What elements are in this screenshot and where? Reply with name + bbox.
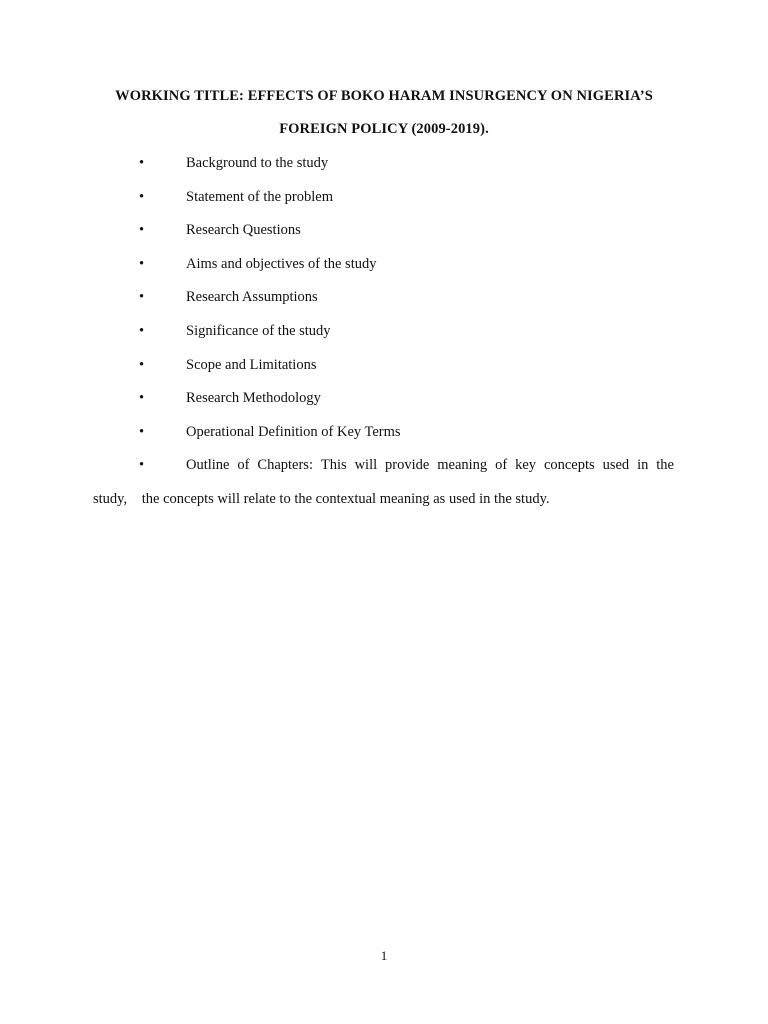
list-item xyxy=(0,220,768,254)
outline-bullet-list xyxy=(0,153,768,455)
outline-word: of xyxy=(495,457,508,473)
outline-word: Chapters: xyxy=(257,457,313,473)
bullet-icon: • xyxy=(139,390,145,407)
bullet-icon: • xyxy=(139,356,145,373)
list-item-text: Statement of the problem xyxy=(186,188,333,205)
bullet-icon: • xyxy=(139,188,145,205)
outline-word: used xyxy=(602,457,630,473)
outline-word: will xyxy=(354,457,378,473)
outline-line-2 xyxy=(93,489,550,509)
list-item-text: Research Questions xyxy=(186,222,301,239)
page-number: 1 xyxy=(380,948,388,963)
bullet-icon: • xyxy=(139,423,145,440)
outline-word: Outline xyxy=(186,457,230,473)
outline-word: provide xyxy=(385,457,430,473)
outline-word: This xyxy=(320,457,347,473)
list-item xyxy=(0,321,768,355)
list-item-text: Operational Definition of Key Terms xyxy=(186,423,401,440)
bullet-icon: • xyxy=(139,322,145,339)
list-item xyxy=(0,422,768,456)
bullet-icon: • xyxy=(139,457,145,473)
list-item xyxy=(0,153,768,187)
list-item xyxy=(0,287,768,321)
bullet-icon: • xyxy=(139,222,145,239)
bullet-icon: • xyxy=(139,155,145,171)
outline-word: concepts xyxy=(543,457,595,473)
list-item-text: Significance of the study xyxy=(186,322,331,339)
list-item-text: Research Assumptions xyxy=(186,289,318,306)
bullet-icon: • xyxy=(139,255,145,272)
list-item xyxy=(0,187,768,221)
bullet-icon: • xyxy=(139,289,145,306)
list-item-text: Aims and objectives of the study xyxy=(186,255,377,272)
outline-line-2-rest: the concepts will relate to the contextual meaning as used in the study. xyxy=(141,491,550,507)
outline-line-2-start: study, xyxy=(93,491,128,507)
list-item-text: Research Methodology xyxy=(186,390,321,407)
outline-word: in xyxy=(637,457,649,473)
document-title-line-1: WORKING TITLE: EFFECTS OF BOKO HARAM INSURGENCY ON NIGERIA’S xyxy=(115,88,653,104)
list-item-text: Background to the study xyxy=(186,155,329,171)
outline-word: meaning xyxy=(437,457,488,473)
outline-line-1 xyxy=(186,455,674,475)
list-item-text: Scope and Limitations xyxy=(186,356,317,373)
outline-word: of xyxy=(237,457,250,473)
list-item xyxy=(0,254,768,288)
list-item xyxy=(0,388,768,422)
list-item xyxy=(0,355,768,389)
document-title-line-2: FOREIGN POLICY (2009-2019). xyxy=(279,121,489,137)
outline-word: key xyxy=(515,457,537,473)
outline-word: the xyxy=(656,457,674,473)
